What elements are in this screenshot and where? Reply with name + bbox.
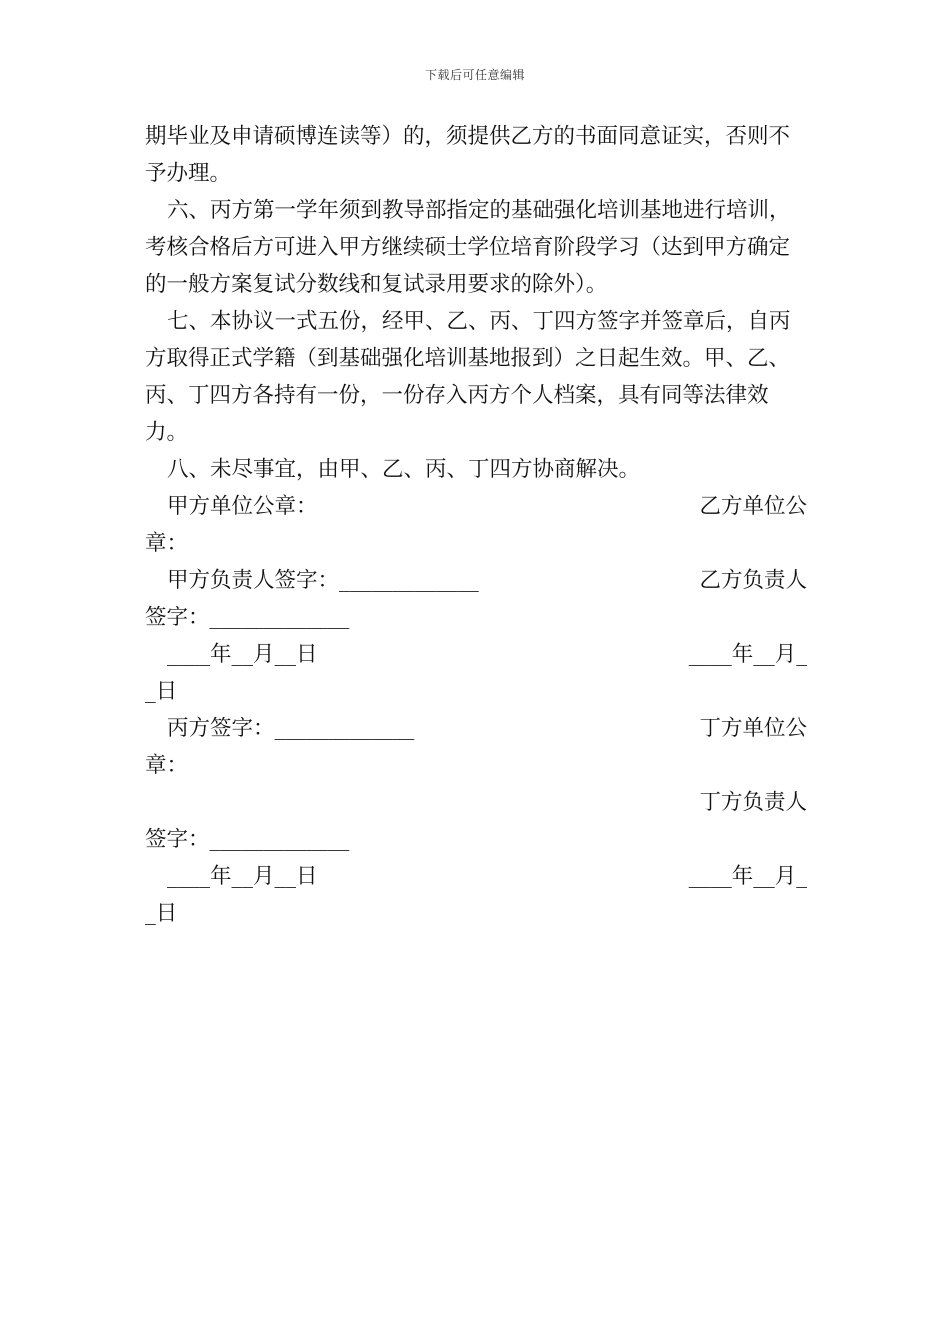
signature-row-seal-jia-yi	[145, 488, 807, 525]
party-d-signature-field: 签字：_____________	[145, 827, 350, 852]
signature-row-sign-jia-yi	[145, 562, 807, 599]
party-a-seal-label: 甲方单位公章：	[167, 494, 318, 519]
party-b-seal-label: 乙方单位公	[699, 494, 807, 519]
date-row-1	[145, 636, 807, 673]
party-d-date-field: ____年__月_	[688, 864, 807, 889]
party-a-signature-field: 甲方负责人签字：_____________	[167, 568, 479, 593]
party-d-date-field-wrap: _日	[145, 901, 178, 926]
signature-row-ding	[145, 784, 807, 821]
party-d-seal-label-wrap: 章：	[145, 753, 189, 778]
party-b-seal-label-wrap: 章：	[145, 531, 189, 556]
clause-six: 六、丙方第一学年须到教导部指定的基础强化培训基地进行培训，考核合格后方可进入甲方继续硕士学位培育阶段学习（达到甲方确定的一般方案复试分数线和复试录用要求的除外）。	[145, 198, 791, 297]
party-c-signature-field: 丙方签字：_____________	[167, 716, 415, 741]
clause-seven: 七、本协议一式五份，经甲、乙、丙、丁四方签字并签章后，自丙方取得正式学籍（到基础强化培训基地报到）之日起生效。甲、乙、丙、丁四方各持有一份，一份存入丙方个人档案，具有同等法律效力。	[145, 309, 791, 445]
party-d-signature-label: 丁方负责人	[699, 790, 807, 815]
party-b-signature-field: 签字：_____________	[145, 605, 350, 630]
party-a-date-field: ____年__月__日	[167, 642, 318, 667]
party-b-date-field: ____年__月_	[688, 642, 807, 667]
document-body	[145, 118, 807, 932]
party-c-date-field: ____年__月__日	[167, 864, 318, 889]
signature-row-bing-ding	[145, 710, 807, 747]
date-row-2	[145, 858, 807, 895]
paragraph-continuation: 期毕业及申请硕博连读等）的，须提供乙方的书面同意证实，否则不予办理。	[145, 124, 791, 186]
party-b-signature-label: 乙方负责人	[699, 568, 807, 593]
page-header: 下载后可任意编辑	[424, 68, 525, 82]
party-d-seal-label: 丁方单位公	[699, 716, 807, 741]
party-b-date-field-wrap: _日	[145, 679, 178, 704]
clause-eight: 八、未尽事宜，由甲、乙、丙、丁四方协商解决。	[167, 457, 641, 482]
